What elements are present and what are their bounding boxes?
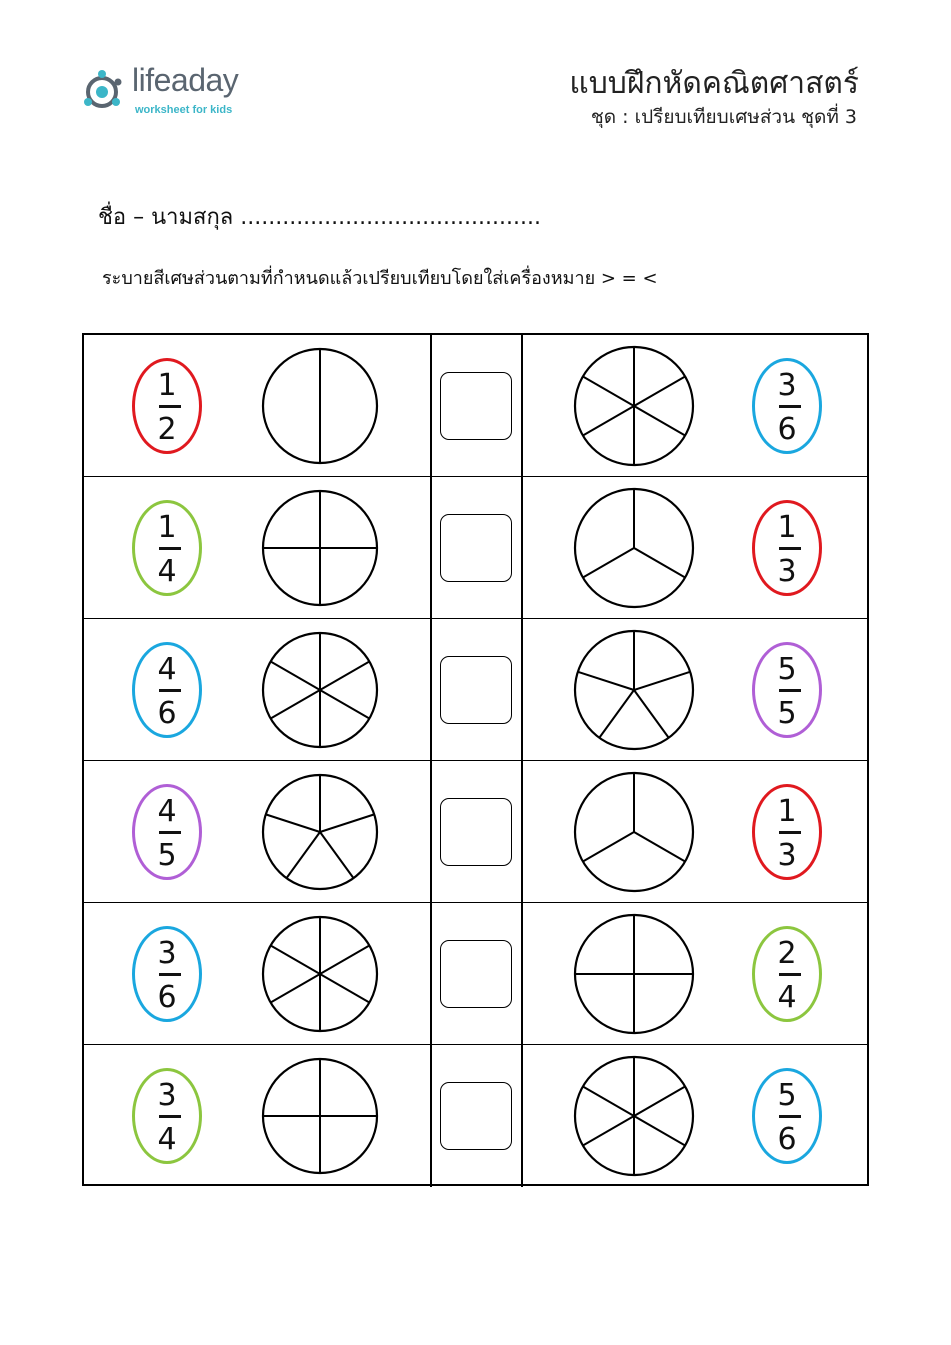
- column-divider: [430, 619, 432, 760]
- comparison-answer-box[interactable]: [440, 372, 512, 440]
- fraction-numerator: 3: [157, 936, 177, 971]
- fraction-bar: [159, 1115, 181, 1118]
- right-fraction-badge: [752, 1068, 822, 1164]
- column-divider: [430, 903, 432, 1044]
- column-divider: [430, 477, 432, 618]
- column-divider: [521, 619, 523, 760]
- pie-divider-line: [599, 690, 634, 738]
- worksheet-subtitle: ชุด : เปรียบเทียบเศษส่วน ชุดที่ 3: [590, 106, 857, 128]
- comparison-row: [84, 761, 867, 903]
- pie-divider-line: [634, 832, 685, 862]
- pie-divider-line: [583, 548, 634, 578]
- comparison-answer-box[interactable]: [440, 940, 512, 1008]
- column-divider: [430, 335, 432, 476]
- column-divider: [521, 903, 523, 1044]
- left-fraction-pie[interactable]: [261, 631, 379, 749]
- comparison-row: [84, 619, 867, 761]
- pie-divider-line: [634, 1087, 685, 1117]
- left-fraction-pie[interactable]: [261, 347, 379, 465]
- fraction-numerator: 5: [777, 1078, 797, 1113]
- logo-tagline: worksheet for kids: [135, 104, 233, 116]
- fraction-denominator: 6: [157, 696, 177, 731]
- fraction-denominator: 4: [157, 1122, 177, 1157]
- column-divider: [521, 335, 523, 476]
- fraction-numerator: 2: [777, 936, 797, 971]
- fraction-denominator: 5: [157, 838, 177, 873]
- left-fraction-pie[interactable]: [261, 1057, 379, 1175]
- fraction-denominator: 6: [157, 980, 177, 1015]
- fraction-denominator: 6: [777, 1122, 797, 1157]
- worksheet-title: แบบฝึกหัดคณิตศาสตร์: [569, 66, 859, 101]
- pie-divider-line: [320, 974, 369, 1003]
- fraction-numerator: 4: [157, 652, 177, 687]
- comparison-row: [84, 477, 867, 619]
- fraction-numerator: 1: [777, 794, 797, 829]
- fraction-denominator: 3: [777, 838, 797, 873]
- pie-divider-line: [266, 814, 320, 832]
- pie-divider-line: [634, 548, 685, 578]
- pie-divider-line: [320, 946, 369, 975]
- lifeaday-logo: [82, 62, 282, 122]
- pie-divider-line: [578, 672, 634, 690]
- comparison-row: [84, 1045, 867, 1187]
- fraction-bar: [779, 1115, 801, 1118]
- pie-divider-line: [286, 832, 320, 878]
- pie-divider-line: [583, 1087, 634, 1117]
- fraction-denominator: 4: [777, 980, 797, 1015]
- comparison-answer-box[interactable]: [440, 656, 512, 724]
- right-fraction-pie[interactable]: [573, 771, 695, 893]
- fraction-bar: [159, 405, 181, 408]
- fraction-denominator: 3: [777, 554, 797, 589]
- fraction-bar: [779, 547, 801, 550]
- pie-divider-line: [583, 406, 634, 436]
- left-fraction-badge: [132, 784, 202, 880]
- left-fraction-pie[interactable]: [261, 489, 379, 607]
- fraction-bar: [159, 831, 181, 834]
- fraction-numerator: 3: [157, 1078, 177, 1113]
- left-fraction-badge: [132, 1068, 202, 1164]
- right-fraction-pie[interactable]: [573, 913, 695, 1035]
- fraction-bar: [159, 689, 181, 692]
- comparison-row: [84, 335, 867, 477]
- pie-divider-line: [271, 690, 320, 719]
- pie-divider-line: [320, 814, 374, 832]
- column-divider: [521, 1045, 523, 1187]
- comparison-row: [84, 903, 867, 1045]
- pie-divider-line: [271, 662, 320, 691]
- column-divider: [430, 1045, 432, 1187]
- right-fraction-badge: [752, 926, 822, 1022]
- fraction-bar: [779, 973, 801, 976]
- pie-divider-line: [320, 832, 354, 878]
- column-divider: [430, 761, 432, 902]
- fraction-bar: [159, 973, 181, 976]
- right-fraction-pie[interactable]: [573, 345, 695, 467]
- right-fraction-badge: [752, 500, 822, 596]
- right-fraction-badge: [752, 358, 822, 454]
- pie-divider-line: [583, 1116, 634, 1146]
- fraction-numerator: 1: [157, 368, 177, 403]
- right-fraction-pie[interactable]: [573, 1055, 695, 1177]
- left-fraction-badge: [132, 642, 202, 738]
- column-divider: [521, 477, 523, 618]
- left-fraction-pie[interactable]: [261, 773, 379, 891]
- left-fraction-badge: [132, 358, 202, 454]
- fraction-numerator: 1: [157, 510, 177, 545]
- pie-divider-line: [634, 672, 690, 690]
- pie-divider-line: [583, 832, 634, 862]
- pie-divider-line: [320, 690, 369, 719]
- fraction-numerator: 3: [777, 368, 797, 403]
- molecule-logo-icon: [82, 66, 130, 118]
- pie-divider-line: [271, 946, 320, 975]
- fraction-denominator: 4: [157, 554, 177, 589]
- fraction-bar: [159, 547, 181, 550]
- column-divider: [521, 761, 523, 902]
- fraction-denominator: 2: [157, 412, 177, 447]
- comparison-answer-box[interactable]: [440, 514, 512, 582]
- pie-divider-line: [634, 690, 669, 738]
- fraction-bar: [779, 831, 801, 834]
- fraction-bar: [779, 405, 801, 408]
- comparison-answer-box[interactable]: [440, 798, 512, 866]
- right-fraction-badge: [752, 784, 822, 880]
- fraction-numerator: 1: [777, 510, 797, 545]
- right-fraction-pie[interactable]: [573, 487, 695, 609]
- right-fraction-badge: [752, 642, 822, 738]
- comparison-table: [82, 333, 869, 1186]
- logo-wordmark: lifeaday: [132, 62, 239, 98]
- left-fraction-pie[interactable]: [261, 915, 379, 1033]
- pie-divider-line: [634, 406, 685, 436]
- pie-divider-line: [583, 377, 634, 407]
- fraction-denominator: 5: [777, 696, 797, 731]
- pie-divider-line: [634, 1116, 685, 1146]
- left-fraction-badge: [132, 926, 202, 1022]
- instruction-text: ระบายสีเศษส่วนตามที่กำหนดแล้วเปรียบเทียบโดยใส่เครื่องหมาย > = <: [102, 268, 658, 289]
- left-fraction-badge: [132, 500, 202, 596]
- fraction-numerator: 4: [157, 794, 177, 829]
- right-fraction-pie[interactable]: [573, 629, 695, 751]
- fraction-bar: [779, 689, 801, 692]
- pie-divider-line: [271, 974, 320, 1003]
- student-name-field[interactable]: ชื่อ – นามสกุล ...........................................: [98, 205, 541, 230]
- fraction-numerator: 5: [777, 652, 797, 687]
- pie-divider-line: [320, 662, 369, 691]
- comparison-answer-box[interactable]: [440, 1082, 512, 1150]
- fraction-denominator: 6: [777, 412, 797, 447]
- pie-divider-line: [634, 377, 685, 407]
